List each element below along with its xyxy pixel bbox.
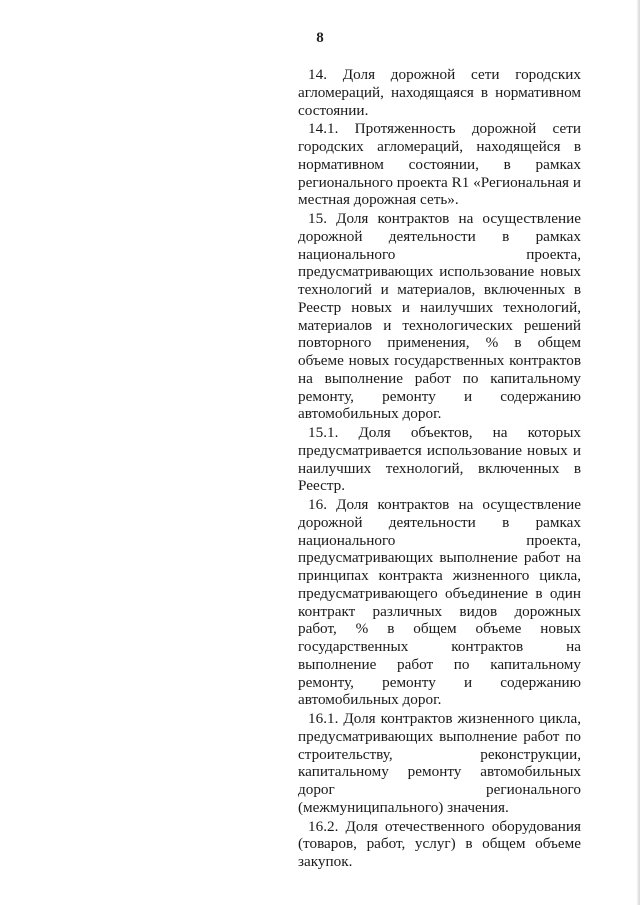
text-column <box>298 66 581 872</box>
page-number: 8 <box>316 30 324 46</box>
paragraph-16-2: 16.2. Доля отечественного оборудования (товаров, работ, услуг) в общем объеме закупок. <box>298 817 581 870</box>
paragraph-16-1: 16.1. Доля контрактов жизненного цикла, предусматривающих выполнение работ по строительству, реконструкции, капитальному ремонту автомобильных дорог регионального (межмуниципального) значения. <box>298 710 581 816</box>
paragraph-15-1: 15.1. Доля объектов, на которых предусматривается использование новых и наилучших технологий, включенных в Реестр. <box>298 424 581 495</box>
paragraph-14-1: 14.1. Протяженность дорожной сети городских агломераций, находящейся в нормативном состоянии, в рамках регионального проекта R1 «Региональная и местная дорожная сеть». <box>298 120 581 209</box>
paragraph-15: 15. Доля контрактов на осуществление дорожной деятельности в рамках национального проекта, предусматривающих использование новых технологий и материалов, включенных в Реестр новых и наилучших технологий, материалов и технологических решений повторного применения, % в общем объеме новых государственных контрактов на выполнение работ по капитальному ремонту, ремонту и содержанию автомобильных дорог. <box>298 210 581 423</box>
paragraph-14: 14. Доля дорожной сети городских агломераций, находящаяся в нормативном состоянии. <box>298 66 581 119</box>
paragraph-16: 16. Доля контрактов на осуществление дорожной деятельности в рамках национального проекта, предусматривающих выполнение работ на принципах контракта жизненного цикла, предусматривающего объединение в один контракт различных видов дорожных работ, % в общем объеме новых государственных контрактов на выполнение работ по капитальному ремонту, ремонту и содержанию автомобильных дорог. <box>298 496 581 709</box>
